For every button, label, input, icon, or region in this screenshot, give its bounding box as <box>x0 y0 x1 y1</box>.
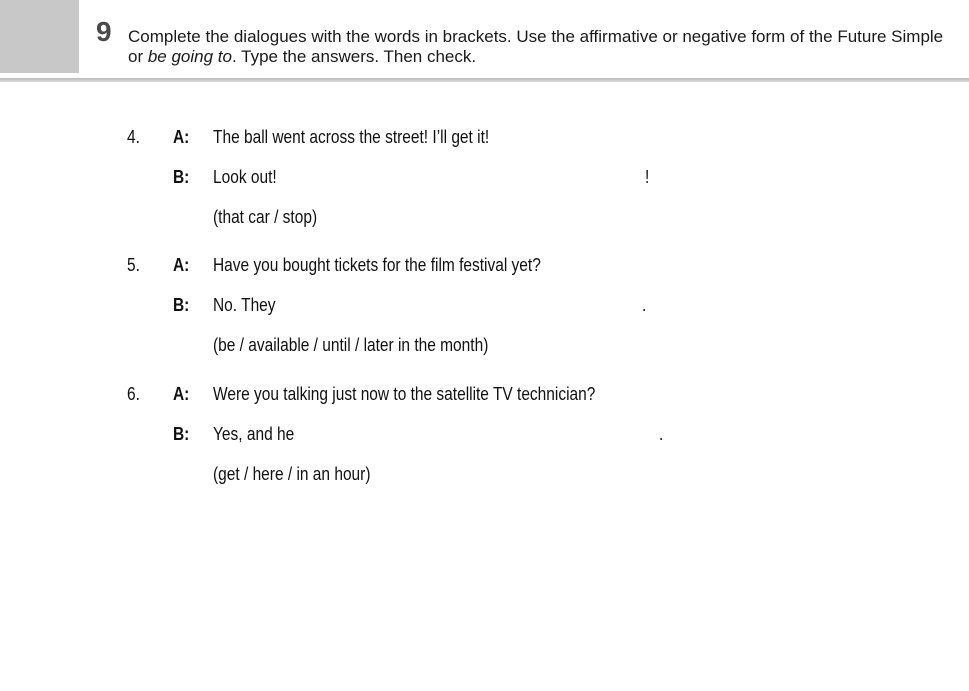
word-hint: (be / available / until / later in the month) <box>213 335 489 355</box>
speaker-b-label: B: <box>173 167 190 187</box>
speaker-a-text: Have you bought tickets for the film festival yet? <box>213 255 541 275</box>
item-number: 4. <box>127 127 140 147</box>
speaker-b-text: No. They <box>213 295 276 315</box>
item-number: 6. <box>127 384 140 404</box>
exercise-number-block <box>0 0 79 73</box>
exercise-instructions <box>128 27 948 67</box>
exercise-header <box>0 0 969 78</box>
instruction-text-italic: be going to <box>147 47 232 66</box>
speaker-b-label: B: <box>173 295 190 315</box>
sentence-end-punctuation: . <box>642 295 647 315</box>
answer-input-item-4[interactable] <box>292 166 640 188</box>
speaker-a-label: A: <box>173 384 190 404</box>
sentence-end-punctuation: . <box>659 424 664 444</box>
instruction-text-part1: Complete the dialogues with the words in brackets. Use the affirmative or negative form of the Future Simple or <box>128 27 944 66</box>
answer-input-item-5[interactable] <box>288 294 638 316</box>
header-divider <box>0 78 969 82</box>
speaker-a-label: A: <box>173 127 190 147</box>
speaker-a-label: A: <box>173 255 190 275</box>
speaker-a-text: The ball went across the street! I’ll get it! <box>213 127 490 147</box>
word-hint: (that car / stop) <box>213 207 318 227</box>
exercise-number: 9 <box>96 16 112 47</box>
speaker-b-label: B: <box>173 424 190 444</box>
speaker-b-text: Look out! <box>213 167 277 187</box>
speaker-b-text: Yes, and he <box>213 424 295 444</box>
item-number: 5. <box>127 255 140 275</box>
word-hint: (get / here / in an hour) <box>213 464 371 484</box>
instruction-text-part2: . Type the answers. Then check. <box>231 47 477 66</box>
speaker-a-text: Were you talking just now to the satellite TV technician? <box>213 384 596 404</box>
answer-input-item-6[interactable] <box>305 423 655 445</box>
sentence-end-punctuation: ! <box>645 167 650 187</box>
